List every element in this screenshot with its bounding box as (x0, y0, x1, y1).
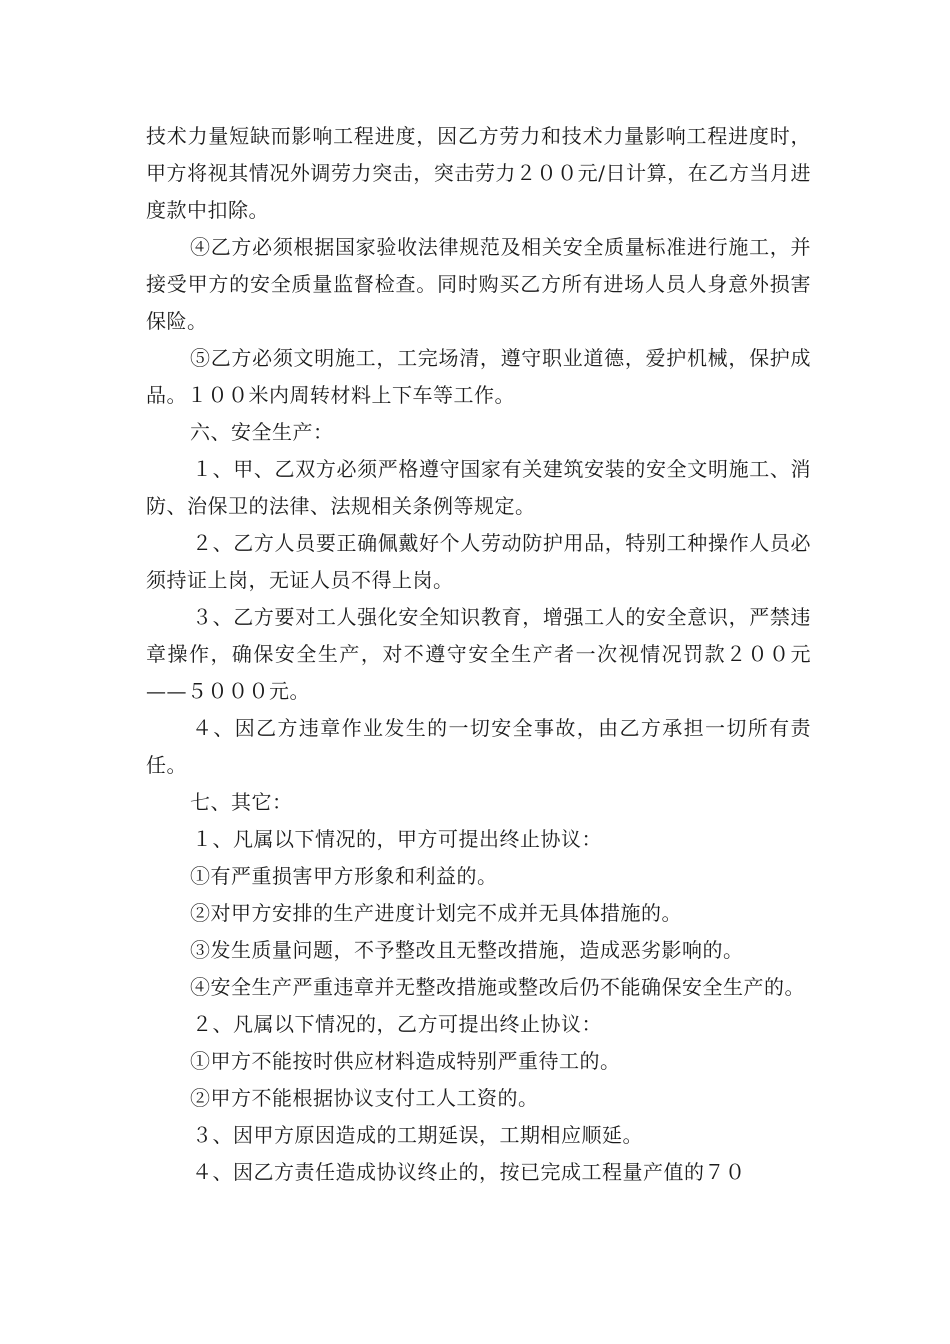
paragraph-18: ３、因甲方原因造成的工期延误，工期相应顺延。 (192, 1123, 643, 1147)
paragraph-10: １、凡属以下情况的，甲方可提出终止协议： (192, 827, 602, 851)
paragraph-8: ４、因乙方违章作业发生的一切安全事故，由乙方承担一切所有责任。 (146, 716, 811, 777)
paragraph-15: ２、凡属以下情况的，乙方可提出终止协议： (192, 1012, 602, 1036)
paragraph-14: ④安全生产严重违章并无整改措施或整改后仍不能确保安全生产的。 (190, 975, 805, 999)
section-heading-other: 七、其它： (190, 790, 293, 814)
paragraph-16: ①甲方不能按时供应材料造成特别严重待工的。 (190, 1049, 621, 1073)
paragraph-19: ４、因乙方责任造成协议终止的，按已完成工程量产值的７０ (192, 1160, 746, 1184)
paragraph-6: ２、乙方人员要正确佩戴好个人劳动防护用品，特别工种操作人员必须持证上岗，无证人员不得上岗。 (146, 531, 811, 592)
paragraph-1: 技术力量短缺而影响工程进度，因乙方劳力和技术力量影响工程进度时，甲方将视其情况外调劳力突击，突击劳力２００元/日计算，在乙方当月进度款中扣除。 (146, 124, 811, 222)
paragraph-13: ③发生质量问题，不予整改且无整改措施，造成恶劣影响的。 (190, 938, 744, 962)
paragraph-17: ②甲方不能根据协议支付工人工资的。 (190, 1086, 539, 1110)
document-body (146, 118, 811, 1191)
paragraph-12: ②对甲方安排的生产进度计划完不成并无具体措施的。 (190, 901, 682, 925)
paragraph-5: １、甲、乙双方必须严格遵守国家有关建筑安装的安全文明施工、消防、治保卫的法律、法规相关条例等规定。 (146, 457, 811, 518)
paragraph-2: ④乙方必须根据国家验收法律规范及相关安全质量标准进行施工，并接受甲方的安全质量监督检查。同时购买乙方所有进场人员人身意外损害保险。 (146, 235, 811, 333)
paragraph-7: ３、乙方要对工人强化安全知识教育，增强工人的安全意识，严禁违章操作，确保安全生产，对不遵守安全生产者一次视情况罚款２００元——５０００元。 (146, 605, 811, 703)
section-heading-safety: 六、安全生产： (190, 420, 334, 444)
paragraph-11: ①有严重损害甲方形象和利益的。 (190, 864, 498, 888)
paragraph-3: ⑤乙方必须文明施工，工完场清，遵守职业道德，爱护机械，保护成品。１００米内周转材料上下车等工作。 (146, 346, 811, 407)
